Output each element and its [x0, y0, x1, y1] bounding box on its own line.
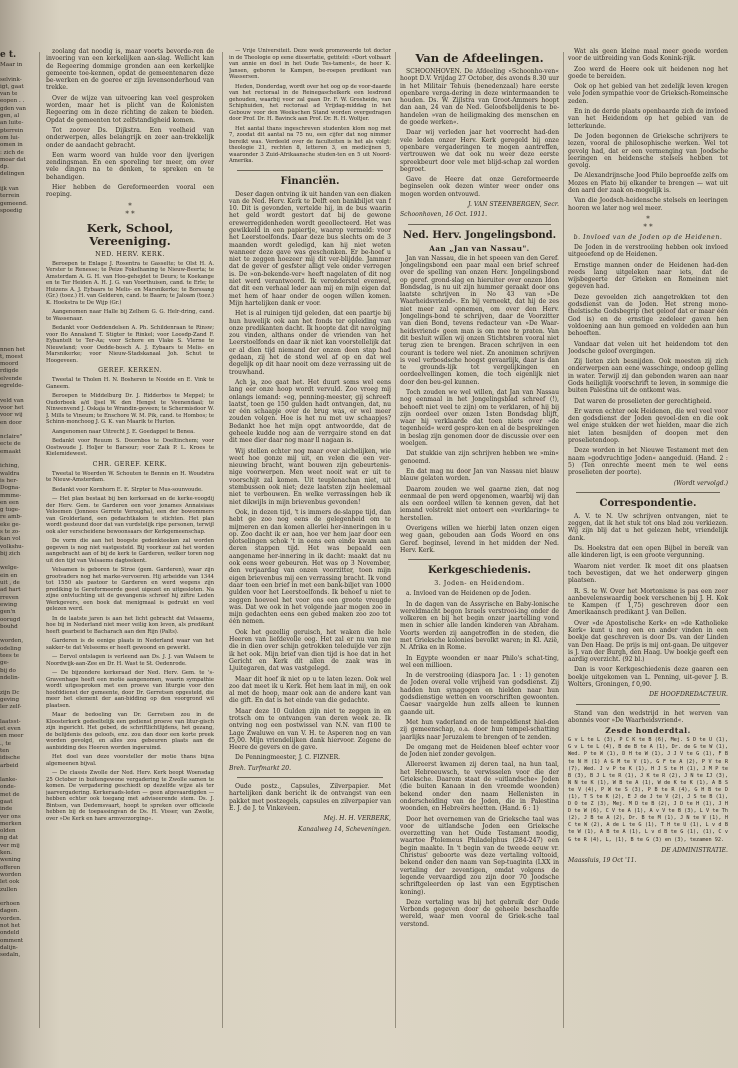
stub-line: offeren: [0, 864, 21, 871]
stub-line: gaat: [0, 798, 13, 805]
divider: [408, 224, 551, 225]
stub-line: [0, 317, 34, 324]
paragraph: Dan is voor Kerkgeschiedenis deze gaaren een boekje uitgekomen van L. Penning, uit-gever J. B. Wolters, Groningen, f 0,90.: [568, 666, 728, 689]
column-rule: [39, 52, 40, 1028]
section-heading-kerkgeschiedenis: Kerkgeschiedenis.: [427, 565, 532, 577]
dateline: Maassluis, 19 Oct '11.: [568, 856, 637, 864]
section-separator: * * *: [125, 201, 135, 218]
notice-address: Kanaalweg 14, Scheveningen.: [298, 825, 391, 833]
paragraph: Deze gevoelden zich aangetrokken tot den godsdienst van de Joden. Het streng mono-theïstische Godsbegrip (het geloof dat er maar één God is) en de ernstige zedeleer gaven hen voldoening aan hun gemoed en voldeden aan hun behoeften.: [568, 293, 728, 338]
paragraph: Wij stellen echter nog maar over aichelijken, wie weet hoe gonze mij uit, en velen die een ver-nieuwing bracht, want bouwen zijn gebeurtenis-nige voorwerpen. Men weet nooit wat er uit te voorschijt zal komen. Uit teuplenachan niet, uit stembussen ook niet; deze laatsten zijn heelemaal niet te verbouwen. En welke verrassingen heb ik niet dikwijls in mijn brievenbus gevonden!: [229, 447, 391, 506]
divider: [237, 777, 383, 778]
column-4: [568, 48, 728, 867]
stub-line: en door: [0, 419, 22, 426]
paragraph: a. Invloed van de Heidenen op de Joden.: [406, 590, 531, 598]
paragraph: Wat als geen kleine maal meer goede worden voor de uitbreiding van Gods Konink-rijk.: [568, 48, 728, 63]
stub-line: [0, 682, 34, 689]
section-separator: * * *: [643, 214, 653, 231]
stub-line: ver mij: [0, 842, 20, 849]
paragraph: De Penningmeester, J. C. FIZNER.: [235, 754, 341, 762]
stub-line: zijn Dc: [0, 689, 20, 696]
chr-geref-kerk-heading: CHR. GEREF. KERK.: [92, 460, 168, 468]
stub-line: van te: [0, 91, 18, 98]
article-title-nassau: Aan „Jan van Nassau".: [429, 243, 530, 253]
invloed-article: [568, 244, 728, 477]
stub-line: [0, 237, 34, 244]
notice-signature: Mej. H. H. VERBERK,: [323, 815, 391, 823]
stub-line: [0, 244, 34, 251]
news-paragraph: — Eervol ontslagen is verleend aan Ds. J. J. van Walsem te Noordwijk-aan-Zee en Dr. H. Wast te St. Oedenrode.: [46, 654, 214, 667]
paragraph: Deze worden in het Nieuwe Testament met den naam »godvruchtige Joden« aangeduid. (Hand. 2 : 5) (Ten onrechte meent men te wel eens proselieten der poorte).: [568, 447, 728, 477]
stub-line: [0, 427, 34, 434]
paragraph: Overigens willen we hierbij laten onzen eigen weg gaan, gebouden aan Gods Woord en ons Geref. beginsel, levend in het midden der Ned. Herv. Kerk.: [400, 525, 559, 554]
afdeelingen-article: [400, 68, 559, 198]
paragraph: Waarom niet verder. Ik moet dit ons plaatsen toch bevestigen, dat we het onderwerp gingen plaatsen.: [568, 562, 728, 585]
stub-line: uit , de: [0, 580, 20, 587]
paragraph: Een warm woord van hulde voor den ijverigen zendingsman. En een sporeling ter meer, om over vele dingen na te denken, te spreken en te behandigen.: [46, 151, 214, 181]
stub-line: [0, 332, 34, 339]
stub-line: tees te: [0, 653, 20, 660]
stub-line: waldra: [0, 470, 20, 477]
paragraph: A. V. te N. Uw schrijven ontvangen, niet te zeggen, dat ik het stuk tot ons blad zou verkiezen. Wij zijn blij dat u het gelezen hebt, vriendelijk dank.: [568, 512, 728, 542]
stub-line: laatsst-: [0, 718, 21, 725]
stub-line: inde: [0, 806, 13, 813]
stub-line: vorden.: [0, 915, 22, 922]
cut-off-column-stub: [0, 48, 34, 960]
column-rule: [395, 52, 396, 1028]
paragraph: Ook op het gebied van het zedelijk leven kregen vele Joden sympathie voor de Grieksch-Romeinsche zeden.: [568, 83, 728, 105]
stub-line: g tuge-: [0, 507, 20, 514]
stub-line: et even: [0, 726, 21, 733]
paragraph: zoolang dat noodig is, maar voorts bevorde-ren de invoering van een kerkelijken aan-slag. Wellicht kan de Regeering dommige gronden aan een kerkelijke gemeente toe-kennen, opdat de gemeentenaren deze be-werken en de goeree er zijn levensonderhoud van trekke.: [46, 48, 214, 92]
paragraph: Het is al ruinigen tijd geleden, dat een paartje bij hun huwelijk ook aan het fonds ter opleiding van onze predikanten dacht. Ik hoopte dat dit navolging zou vinden, althans onder de vrienden van het Leerstoelfonds en daar ik niet kan voorstellelijk dat er al dien tijd niemand der onzen deen stap had gedaan, zij het de stond wel af op en dat wel degelijk op dit haar nooit om deze verrassing uit de trouwhand.: [229, 310, 391, 376]
stub-line: mmme-: [0, 492, 22, 499]
news-paragraph: — Het plan bestaat bij ben kerkeraad en de kerke-voogdij der Herv. Gem. te Garderen een voor jonames Annaisiaas Veloemen (Jonnees Gerrete Verougha), een der bowommers van Grolderland, een gedachtkaken te stichten. Het plan wordt gesteund door dat van vurdstelijk ripe personen, terwijl ook aler verscheidene bewoonsaars der Kerkgemeenschap.: [46, 496, 214, 535]
stub-line: : zich de: [0, 149, 24, 156]
stub-line: arbeid: [0, 762, 19, 769]
stub-line: [0, 303, 34, 310]
paragraph: Over de wijze van uitvoering kan veel gesproken worden, maar het is plicht van de Kolonisten Regeering om in deze richting de zaken te bieden. Opdat de gemeenten tot zelfstandigheid komen.: [46, 94, 214, 124]
paragraph: In de dagen van de Assyrische en Baby-lonische wereldmacht begon Israels verstrooi-ing onder de volkeren en bij het begin onzer jaartelling vond men in schier alle landen kinderen van Abraham. Voorts werden zij aangetroffen in de steden, die met Grieksche kolonies bevolkt waren; in Kl. Azië, N. Afrika en in Rome.: [400, 600, 559, 652]
notice-paragraph: Aangenomen naar Uitrecht J. E. Goedappel te Benea.: [52, 428, 195, 435]
news-paragraph: Maar de bedoeling van Dr. Gerretsen zou in de Kloosterkerk gedeeltelijk een gedienst proeve van litur-gisch zijn ingericht. Het gebed, de schriftlichtlijdens, het gezang, de belijdenis des geloofs, enz. zou dan door een korte preek worden gevolgd, en alles zou gebeuren plaats aan de aanbidding des Heeren worden ingeruimd.: [46, 712, 214, 751]
contest-heading: Zesde honderdtal.: [605, 726, 691, 736]
paragraph: Allereerst kwamen zij deren taal, na hun taal, het Hebreeuwsch, te verwisselen voor die der Grieksche. Daarom staat de »uitlandsche« Joden (die buiten Kanaan in den vreemde woonden) bekend onder den naam Hellenisten in onderscheiding van de Joden, die in Palestina woonden, en Hebreërs heetten. (Hand. 6 : 1): [400, 761, 559, 813]
to-be-continued: (Wordt vervolgd.): [673, 479, 728, 487]
secretary-signature: J. VAN STEENBERGEN, Secr.: [468, 201, 559, 209]
paragraph: Jan van Nassau, die in het speeen van den Geref. Jongelingsbond een paar maal een brief schreef over de spelling van onzen Herv. Jongelingsbond op geref. grond-slag en hieruiter over onzen Idon Bondsdag, is nu uit zijn hummer geraakt door ons laatste schrijven in No 43 van »De Waarheidsvriend«. En bij verneekt, dat hij de zes niet meer zal opnemen, om over den Herv. Jongelings-bond te schrijven, daar de Voorzitter van dien Bond, tevens redacteur van »De Waar-heidsvriend« geen man is om mee te praten. Van dit besluit willen wij onzen Stichtsbren vooral niet terug zien te brengen. Bracen schrijven in een courant is tedere wel niet. Zn anonimen schrijven is veel verbosdsche hoogst gevaarlijk, daar is dan te grounds-lijk tot vergelijkingen en oordeelvellingen komen, die toch eigenlijk niet door den beu-gel kunnen.: [400, 254, 559, 386]
notice-paragraph: Bedankt voor Kornhorn E. E. Slrpter te Mus-sounvoude.: [52, 486, 203, 493]
stub-line: is her-: [0, 477, 18, 484]
paragraph: Van die Joodsch-heidensche stelsels en leeringen hooren we later nog wel meer.: [568, 197, 728, 212]
stub-line: [0, 288, 34, 295]
paragraph: Toch zouden we wel willen, dat Jan van Nassau nog eenmaal in het Jongelingsblad schreef (!), behoeft niet veel te zijn) om te verklaren, of hij bij zijn oordeel over onzen 1sten Bondsdag blijft, waar hij verklaarde dat toen niets over »de tegenheid« werd gespro-ken en al de besprekingen in beslag zijn genomen door de discussie over een woelgen.: [400, 388, 559, 448]
stub-line: spoedig: [0, 207, 23, 214]
geref-kerken-heading: GEREF. KERKEN.: [98, 367, 162, 375]
stub-line: ewing: [0, 601, 18, 608]
stub-line: [0, 223, 34, 230]
stub-line: [0, 266, 34, 273]
stub-line: welge-: [0, 565, 19, 572]
stub-line: erhoen: [0, 901, 20, 908]
stub-line: dalijn-: [0, 944, 18, 951]
news-paragraph: De vorm die aan het boogste gedenkteeken zal worden gegeven is nog niet vastgesteld. Bij voorkeur zal het worden aangebracht aan of bij de kerk te Garderen, welker toren nog uit den tijd van Velsaems dagteekent.: [46, 538, 214, 564]
stub-line: [0, 296, 34, 303]
editor-signature: DE HOOFDREDACTEUR.: [649, 691, 728, 699]
stub-line: ecte de: [0, 441, 21, 448]
stub-line: bij do: [0, 667, 16, 674]
stub-line: [0, 179, 34, 186]
stub-line: rdigde: [0, 368, 19, 375]
stub-line: terrein: [0, 193, 20, 200]
stub-line: olden: [0, 828, 16, 835]
stub-line: [0, 281, 34, 288]
column-rule: [222, 52, 223, 1028]
paragraph: Ernstige mannen onder de Heidenen had-den reeds lang uitgeleken naar iets, dat de wijsbegeerte der Grieken en Romeinen niet gegeven had.: [568, 261, 728, 291]
ned-herv-kerk-heading: NED. HERV. KERK.: [95, 250, 165, 258]
notice-paragraph: Tweetal te Tholen H. N. Bosheren te Nooide en E. Vink te Ganeem.: [46, 377, 214, 390]
stub-line: [0, 274, 34, 281]
paragraph: SCHOONHOVEN. De Afdeeling »Schoonho-ven« hoopt D.V. Vrijdag 27 October, des avonds 8.30 uur in het Militair Tehuis (benedenzaal) hare eerste openbare verga-dering in deze wintermaanden te houden. Ds. W. Zijlstra van Groot-Ammers hoopt dan aan, 24 van de Ned. Geloofsbelijdenis te be-handelen »van de heiligmaking des menschen en de goede werken«.: [400, 68, 559, 127]
paragraph: De Joden in de verstrooiing hebben ook invloed uitgeoefend op de Heidenen.: [568, 243, 728, 259]
notice-paragraph: Tweetal te Woerden W. Schouten te Bennin en H. Woudstra te Nieuw-Amsterdam.: [46, 470, 214, 484]
stub-line: onde-: [0, 784, 16, 791]
column-2: [229, 48, 391, 836]
stub-line: moord: [0, 361, 19, 368]
ned-herv-kerk-notices: [46, 261, 214, 365]
stub-line: veld van: [0, 397, 24, 404]
stub-line: ndelin-: [0, 674, 20, 681]
paragraph: Vandaar dat velen uit het heidendom tot den Joodsche geloof overgingen.: [568, 340, 728, 355]
stub-line: egrelde-: [0, 383, 24, 390]
divider: [576, 704, 720, 705]
stub-line: selvink-: [0, 76, 22, 83]
paragraph: Hier hebben de Gereformeerden vooral een roeping.: [46, 184, 214, 199]
notice-paragraph: Beroepen te Middelburg Dr. J. Ridderbos te Meppel; te Oudorbeek a/d Ijsel W. den Hengst te Veenendaal; te Ninwenvend J. Oskaja te Wrandin-geveen; te Schermisdoor W. J. Mills te Vineum; te Enschore W. M. Pik, cand. te Hombos; te Schinn-monchoog J. G. K. van Maarik te Hurton.: [46, 393, 214, 426]
stub-line: [0, 69, 34, 76]
stub-line: eopen . .: [0, 98, 25, 105]
paragraph: Tot zoover Ds. Dijkstra. Een veelheid van onderwerpen, alles belangrijk en zeer aan-trekkelijk onder de aandacht gebracht.: [46, 126, 214, 149]
section-heading-financien: Financiën.: [280, 175, 340, 187]
stub-line: [0, 259, 34, 266]
kerkgeschiedenis-article: [400, 590, 559, 928]
contest-intro: Stand van den wedstrijd in het werven van abonnés voor »De Waarheidsvriend«.: [568, 709, 728, 724]
stub-line: om lui-: [0, 134, 20, 141]
stub-line: emaakt: [0, 448, 21, 455]
paragraph: Er waren echter ook Heidenen, die wel veel voor den godsdienst der Joden gevoel-den en die ook wel enige stukken der wet hielden, maar die zich niet laten besnijden of doopen met den proselietendoop.: [568, 407, 728, 445]
paragraph: Daar wij verleden jaar het voorrecht had-den vele leden onzer Herv. Kerk geregeld bij onze openbare vergaderingen te mogen aantreffen, vertrouwen we dat ook nu weer deze eerste spreekbeurt door vele met blijd-schap zal worden begroet.: [400, 129, 559, 173]
stub-line: bij zich: [0, 550, 21, 557]
stub-line: [0, 770, 34, 777]
paragraph: R. S. te W. Over het Mortonisme is pas een zeer aanbevelenswaardig boek verschenen bij J. H. Kok te Kampen (f 1,75) geschreven door een Amerikaansch predikant J. van Dellen.: [568, 587, 728, 617]
stub-line: ondeld: [0, 930, 20, 937]
divider: [576, 492, 720, 493]
dateline: Schoonhoven, 16 Oct. 1911.: [400, 211, 488, 219]
stub-line: ge-: [0, 660, 9, 667]
stub-line: ver ons: [0, 813, 21, 820]
stub-line: worden: [0, 871, 22, 878]
stub-line: [0, 558, 34, 565]
stub-line: kan vol: [0, 536, 21, 543]
stub-line: [0, 230, 34, 237]
stub-line: wening: [0, 857, 21, 864]
column-1: [46, 48, 214, 825]
stub-line: [0, 631, 34, 638]
paragraph: Deze vertaling was bij het gebruik der Oude Verbonds gegeven door de geheele beschaafde wereld, waar men vooral de Griek-sche taal verstond.: [400, 898, 559, 928]
stub-line: omen in: [0, 142, 23, 149]
stub-line: ten: [0, 747, 10, 754]
stub-line: oorugd: [0, 616, 21, 623]
university-news: [229, 48, 391, 165]
news-paragraph: — De classis Zwolle der Ned. Herv. Kerk beopt Woensdag 25 October in buitengewone vergadering te Zwolle samen te komen. De vergadering geschiedt op dezelfde wijze als ter jaarvergadering. Kerkeraads-leden — geen afgevaardigden — hebben echter ook toegang met adviseerende stem. Ds. J. Bintsen, van Dedemsvaart, hoopt te spreken over officieele hebben bij de toepassingvan de Ds. H. Visser, van Zwolle, over »De Kerk en hare armverzorging«.: [46, 770, 214, 822]
stub-line: ad hart: [0, 587, 21, 594]
notice-paragraph: Aangenomen naar Halle bij Zelhem G. G. Helr-dring, cand. te Wassenaar.: [46, 309, 214, 322]
divider: [237, 170, 383, 171]
stub-line: s te zo-: [0, 529, 21, 535]
stub-line: [0, 325, 34, 332]
stub-line: igt, gaat: [0, 83, 24, 90]
paragraph: Door het overnemen van de Grieksche taal was voor de uitlandsche Joden een Grieksche overzetting van het Oude Testament noodig, waartoe Ptolemeus Philadelphus (284-247) een begin maakte. In 't begin van de tweede eeuw vr. Christus' geboorte was deze vertaling voltooid, bekend onder den naam van Sep-tuaginta (LXX in vertaling der zeventigen, omdat volgens de legende vervaardigd zou zijn door 70 Joodsche schriftgeleerden op last van een Egyptischen koning).: [400, 815, 559, 896]
stub-line: gemeend.: [0, 200, 28, 207]
stub-line: sedaln,: [0, 952, 21, 959]
financien-article: [229, 191, 391, 762]
paragraph: Over »de Apostolische Kerk« en »de Katholieke Kerk« kunt u nog een en ander vinden in een boekje dat geschreven is door Ds. van der Linden van Den Haag. De prijs is mij ont-gaan. De uitgever is J. van der Burgh, den Haag. Uw boekje geeft een aardig overzicht. (92 bl.): [568, 619, 728, 664]
paragraph: Daarom zouden we wel gaarne zien, dat nog eenmaal de pen werd opgenomen, waarbij wij dan als een oordeel willen te kennen geven, dat het iemand volstrekt niet ontoert een »verklaring« te herstellen.: [400, 485, 559, 522]
stub-line: Dogna-: [0, 485, 21, 492]
stub-heading: e t.: [0, 50, 17, 60]
stub-line: ler zelf-: [0, 704, 22, 711]
stub-line: en meer: [0, 733, 24, 740]
paragraph: Dat waren de proselieten der gerechtigheid.: [574, 397, 712, 405]
stub-line: volkshu-: [0, 543, 24, 550]
paragraph: Zij lieten zich besnijden. Ook moesten zij zich onderwerpen aan eene wasschinge, ondoop gelling in water. Terwijl zij dan gebonden waren aan naar Gods heiliglijk voorschrift te leven, in sommige die buiten Palestina uit de ontkomt was.: [568, 358, 728, 395]
paragraph: En in de derde plaats openbaarde zich de invloed van het Heidendom op het gebied van de letterkunde.: [568, 108, 728, 130]
stub-line: omment: [0, 937, 24, 944]
geref-kerken-notices: [46, 377, 214, 458]
news-paragraph: Velsamen is geboren te Stroe (gem. Garderen), waar zijn grootvaders nog het marke-vervoeren. Hij arbeidde van 1344 tot 1550 als pastoor te Garderen en werd wegens zijn prediking te Gereformeerde geest uigezet en uitgesloten. Na zijne ontvluchting uit de gevangenis schreef hij ziftre Leden Werkgevers, een boek dat menigmaal is gedrukt en veel gelezen werd.: [46, 567, 214, 613]
stub-line: dagen.: [0, 908, 20, 915]
paragraph: Met hun vaderland en de tempeldienst hiel-den zij gemeenschap, o.a. door hun tempel-schatting jaarlijks naar Jeruzalem te brengen of te zenden.: [400, 718, 559, 741]
correspondence-items: [568, 513, 728, 689]
paragraph: In de verstrooiing (diaspora Jac. 1 : 1) genoten de Joden overal volle vrijheid van godsdienst. Zij hadden hun synagogen en hielden naar hun godsdienstige wetten en voorschriften gewoonten. Caesar vaargelde hun zelfs alleen te kunnen gaande uit.: [400, 672, 559, 716]
news-paragraph: — Vrije Universiteit. Deze week promoveerde tot doctor in de Theologie op eene dissertatie, getiteld: »Dort volbaart van annie en doel in het Oude Tes-tament«, de heer K. Jansen, geboren te Kampen, be-roepen predikant van Wassersen.: [229, 48, 391, 80]
stub-line: let ook: [0, 879, 20, 886]
news-paragraph: In de laatste jaren is aan het licht gebracht dat Velsaems, hoe bij in Nederland niet meer veilig kon leven, als predikant heeft gearbeid te Bacharach aan den Rijn (Palts).: [46, 615, 214, 635]
continued-article: [568, 48, 728, 212]
notice-paragraph: Bedankt voor Oeddendelsen A. Ph. Schildenraan te Rinsw; voor Bo Annaland T. Stigter te Rinkel; voor Loosdp-Zand F. Eybantelt te Ter-Aa; voor Schore en Vlake S. Vlerne te Nieuwland; voor Oedde-bosch A. J. Eybaars te Melis- en Marsnikerke; voor Nieuw-Stadskanaal Joh. Schut te Hoogeveen.: [46, 325, 214, 364]
stub-line: merken: [0, 820, 22, 827]
administration-signature: DE ADMINISTRATIE.: [661, 846, 728, 854]
stub-line: elvende: [0, 375, 23, 382]
stamp-collection-notice: Oude postz., Capsules, Zilverpapier. Met hartelijken dank bericht ik de ontvangst van een pakket met postzegels, capsules en zilverpapier van E. J. de J. te Vinkeveen.: [229, 783, 391, 812]
paragraph: De omgang met de Heidenen bleef echter voor de Joden niet zonder gevolgen.: [400, 743, 559, 759]
stub-line: [0, 456, 34, 463]
news-paragraph: Heden, Donderdag, wordt over het oog op de voor-daarde van het rectoraal in de Reinegaschelkerk een lesdrond gehouden, waarbij voor zal gaan Dr. F. W. Grosheide, van Schiphuiden, het rectoraal ad Vrijdag-middag in het Gebouw voor den Weekschen Stand worden overgedragen door Prof. Dr. H. Bavinck aan Prof. Dr. R. H. Woltjer.: [229, 83, 391, 122]
paragraph: In Egypte woonden er naar Philo's schat-ting, wel een millioen.: [400, 654, 559, 669]
notice-paragraph: Beroepen te Enlage J. Rosentra te Gasselte; te Olst H. A. Verster te Renesse; te Peize Fokelhaning te Nieuw-Beerta; te Amsterdam A. G. H. van Hoo-gehejdet te Deurs; te Koekange en te Ter Heiden A. H. J. G. van Voorthuisen, cand. te Erle; te Huizens A. J. Eybaars te Melis- en Marsnikerke; te Borssang (Gr.) (toez.) H. van Gelderen, cand. te Baarn; te Jaloam (toez.) K. Hoekstra te De Wijp (Gr.): [46, 260, 214, 306]
stub-line: gen'n: [0, 609, 16, 616]
paragraph: De Alexandrijnsche Jood Philo beproefde zelfs om Mozes en Plato bij elkander te brengen — wat uit den aard der zaak on-mogelijk is.: [568, 172, 728, 195]
stub-line: ken.: [0, 850, 13, 857]
stub-line: ein en: [0, 572, 18, 579]
section-heading-kerk-school: Kerk, School, Vereeniging.: [86, 220, 174, 248]
stub-line: worden,: [0, 638, 24, 645]
stub-line: [0, 339, 34, 346]
stub-line: zullen: [0, 886, 18, 893]
stub-line: ng dat: [0, 835, 19, 842]
stub-line: moar dat: [0, 156, 26, 163]
notice-paragraph: Bedankt voor Reuum S. Doornbos te Doeltinchem; voor Oostwoude J. Holjer te Barsour; voor Zaik P. L. Kroes te Kielemidewest.: [46, 438, 214, 458]
stub-line: ijk van: [0, 186, 19, 193]
stub-line: [0, 711, 34, 718]
stub-line: idische: [0, 755, 21, 762]
stub-line: [0, 894, 34, 901]
paragraph: Deser dagen ontving ik uit handen van een diaken van de Ned. Herv. Kerk te Delft een bankbiljet van f 10. Dit is gevonden, vertelde hij, in de bus waarin het geld wordt gestort dat bij de gewone erewerregidenheden wordt geeollecteerd. Het was gewikkeld in een papiertje, waarop vermeld: voor het Leerstoelfonds. Daar deze bus slechts om de 3 maanden wordt geledigd, kan hij niet weten wanneer deze gave was geschonken. Er be-hoef u niet te zeggen hoezeer mij dit ver-blijdde. Jammer dat de gever of gesfster alligt vele onder verregen is. De »on-bekende-ver« heeft nagelaten of dit nog niet werd verantwoord. Ik veronderstel evenwel, dat dit een verhaal leder aan mij en mijn eigen dat met hem of haar onder de oogen willen komen. Mijn hartelijken dank er voor.: [229, 190, 391, 307]
stub-line: t, moest: [0, 353, 23, 360]
news-paragraph: Het aantal thans ingeschreven studenten klom nog met 7, zoodat dit aantal na 75 nu, een cijfer dat nog nimmer bereikt was. Verdeeld over de faculteiten is het als volgt: theologie 21, rechten 8, letteren 3, en medicijnen 5, waaronder 3 Zuid-Afrikaansche studen-ten en 5 uit Noord-Amerika.: [229, 125, 391, 164]
subscriber-tally: [568, 737, 728, 843]
stub-line: odeling: [0, 645, 22, 652]
stub-line: voor het: [0, 404, 24, 411]
stub-line: nnen het: [0, 346, 26, 353]
news-paragraph: Het doel van deze voorsteller der motie thans bijna algemeenen bijval.: [46, 754, 214, 767]
stub-line: dp.: [0, 164, 9, 171]
paragraph: Maar dit hoef ik niet op u te laten lezen. Ook wel zoo dat meet ik u Kerk. Het hem laat in mij, en ook al met de hoop, maar ook aan de andere kant van die gift. En dat is het einde van die gedachte.: [229, 675, 391, 705]
stub-line: [0, 252, 34, 259]
stub-line: [0, 310, 34, 317]
section-heading-correspondentie: Correspondentie.: [599, 497, 697, 509]
stub-line: voor wij: [0, 412, 23, 419]
stub-line: nclaire": [0, 434, 23, 441]
stub-line: rreven: [0, 594, 19, 601]
paragraph: En dat mag nu door Jan van Nassau niet blauw blauw gelaten worden.: [400, 467, 559, 483]
paragraph: De Joden begonnen de Grieksche schrijvers te lezen, vooral de philosophische werken. Wel tot gevolg had, dat er een vermenging van Joodsche leeringen en heidensche stelsels hebben tot gevolg.: [568, 132, 728, 170]
stub-line: gden van: [0, 105, 26, 112]
paragraph: Ook, in dezen tijd, 't is immers de-slappe tijd, dan hebt ge zoo nog eens de gelegenheid om te mijmeren en dan komen allerlei her-inneringen in u op. Zoo dacht ik er aan, hoe ver hem jaar door een plotselingen schok 't in eens een einde kwam aan deren stappen tijd. Het was bepaald een aangename her-innering in ik dacht: maakt dat nu ook eens weer gebeuren. Het was op 3 November, den verjaardag van onzen voorzitter, toen mijn eigen brievenbus mij een verrassing bracht. Ik vond daar toen een brief in met een bank-biljet van 1000 gulden voor het Leerstoelfonds. Ik behoef u niet te zeggen hoeveel het voor ons een groote vreugde was. Dat we ook in het volgende jaar mogen zoo in mijn gedachten eens een gebed maken zoo zoo tot één nemen.: [229, 508, 391, 626]
paragraph: Maar deze 10 Gulden zijn niet te zeggen in en trotsch om te ontvangen van deren week ze. Ik ontving nog een postwissel van N.N. van f100 te Lage Zwaluwe en van V. H. te Asperen nog en van f5,00. Mijn vriendelijken dank hiervoor. Zegene de Heere de gevers en de gave.: [229, 707, 391, 752]
stub-line: re amb-: [0, 514, 22, 521]
stub-line: eke ge-: [0, 521, 21, 528]
stub-line: an luite-: [0, 120, 24, 127]
intro-section: [46, 48, 214, 199]
stub-line: ., te: [0, 740, 11, 747]
chr-geref-kerk-notices: [46, 471, 214, 494]
stub-line: Maar in: [0, 62, 23, 68]
article-subtitle: 3. Joden- en Heidendom.: [434, 580, 525, 588]
stub-line: pterrein: [0, 127, 24, 134]
section-heading-afdeelingen: Van de Afdeelingen.: [415, 51, 544, 65]
column-rule: [563, 52, 564, 1028]
stub-line: lanke-: [0, 777, 18, 784]
stub-line: met de: [0, 791, 20, 798]
paragraph: Gave de Heere dat onze Gereformeerde beginselen ook dezen winter weer onder ons mogen worden ontvouwd.: [400, 176, 559, 198]
divider: [408, 559, 551, 560]
subsection-heading: b. Invloed van de Joden op de Heidenen.: [573, 233, 723, 241]
column-3: [400, 48, 559, 931]
stub-line: delingen: [0, 171, 25, 178]
stub-line: gen, al: [0, 113, 20, 120]
paragraph: Dat stukkie van zijn schrijven hebben we »min« genoemd.: [400, 450, 559, 465]
section-heading-jongelingsbond: Ned. Herv. Jongelingsbond.: [402, 229, 557, 241]
stub-line: not het: [0, 923, 21, 930]
tally-text: G v L te L (3), P C K te B (6), Mej. S D te U (1), G v L te L (4), B de B te A (1), Dr. de G te W (1), Wed. P te W (1), D H te W (1), J J V te G (1), F B te N H (1) A G M te V (1), G F te A (2), P V te R (7), Wed. J v P te K (1), H J S te H (1), J M P te B (3), B J L te R (1), J K te R (2), J N te IJ (3), N N te K (1), W B te A (1), W de K te K (1), A B S te V (4), P W te S (3), P B te R (4), G H B te D (1), T S te K (2), E J de J te V (2), J S te B (1), D O te Z (3), Mej. M D te B (2), J D te H (1), J H D te W (6), C V te A (1), A v V te B (3), L V te Th (2), J B te A (2), Dr. B te M (1), J N te V (1), H C te W (2), A de L te G (1), T H te U (1), L v d B te W (1), A B te A (1), L v d B te G (1), (1), C v G te R (4), L, (1), B te G (3) en (3), tezamen 92.: [568, 737, 728, 843]
news-paragraph: — De bijzondere kerkeraad der Ned. Herv. Gem. te 's-Gravenhage heeft een motie aangenomen, waarin sympathie wordt uitgesproken met een proeve van liturgie voor den hoofddienst der gemeente, door Dr. Gerretsen opgesteld, die meer het element der aan-bidding op den voorgrond wil plaatsen.: [46, 670, 214, 709]
paragraph: Ook het gezellig geruisch, het waken die hele Heeren van liefdevolle oog. Het zal er nu van me die in dien over schijn getrokken teleduijde ver zijn ik het ook. Mijn brief van dien tijd is hoe dat in het Gericht en Kerk dit allen de zaak was in Ljuitegaren, dat was vastgelegd.: [229, 628, 391, 673]
stub-line: [0, 390, 34, 397]
paragraph: Zoo werd de Heere ook uit heidenen nog het goede te bereiden.: [568, 65, 728, 80]
nassau-article: [400, 255, 559, 555]
stub-line: iching,: [0, 463, 20, 470]
stub-line: bouhd: [0, 623, 18, 630]
stub-line: en een: [0, 499, 19, 506]
treasurer-address: Breh. Turfmarkt 20.: [229, 764, 292, 772]
paragraph: Ds. Hoekstra dat een open Bijbel in bereik van alle kinderen ligt, is een groote vergunning.: [568, 545, 728, 560]
stub-line: [0, 215, 34, 222]
stub-line: geving: [0, 696, 20, 703]
church-news-items: [46, 496, 214, 822]
paragraph: Ach ja, zoo gaat het. Het duurt soms wel eens lang eer onze hoop wordt vervuld. Zoo vroeg mij onlangs iemand: »eg, penning-meester, gij schreeft laatst, toen ge 150 gulden hadt ontvangen, dat, nu er één schaapje over de brug was, er wel meer zouden volgen. Hoe is het nu met uw schaapjes? Bedankt hoe het mijn opgt antwoordde, dat de geheele kudde nog aan de verrgaire stond en dat dit mee dier daar nog maar ll nagaan is.: [229, 378, 391, 445]
news-paragraph: Garderen is de eenige plaats in Nederland waar van het sakker-te dat Velseems er heeft gewoond en gewerkt.: [46, 638, 214, 651]
